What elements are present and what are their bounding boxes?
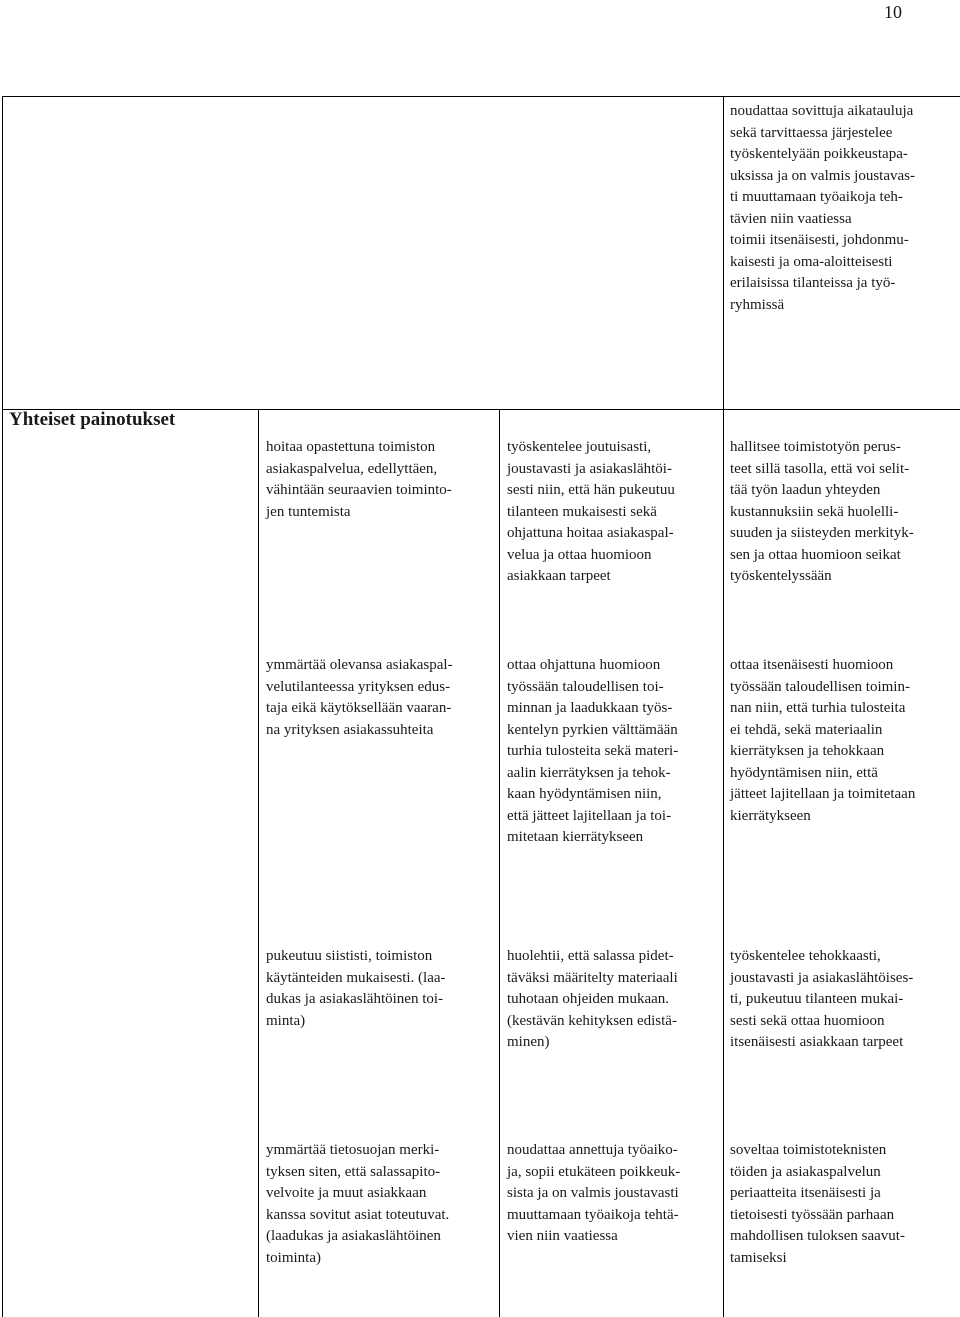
cell-line: suuden ja siisteyden merkityk- [730,525,914,541]
cell-line: joustavasti ja asiakaslähtöi- [507,460,672,477]
cell-line: noudattaa annettuja työaiko- [507,1142,678,1158]
cell-line: että jätteet lajitellaan ja toi- [507,807,672,824]
cell-line: joustavasti ja asiakaslähtöises- [730,969,914,986]
cell-line: kustannuksiin sekä huolelli- [730,503,899,520]
cell-line: ryhmissä [730,296,785,313]
cell-line: ottaa ohjattuna huomioon [507,657,661,673]
cell-line: tamiseksi [730,1249,787,1266]
cell-line: asiakkaan tarpeet [507,568,611,584]
cell-line: ti, pukeutuu tilanteen mukai- [730,991,904,1007]
section-heading: Yhteiset painotukset [9,409,176,430]
cell-line: sekä tarvittaessa järjestelee [730,124,893,141]
cell-line: työskentelee tehokkaasti, [730,948,881,964]
cell-line: minta) [266,1012,306,1029]
cell-line: pukeutuu siististi, toimiston [266,948,433,964]
cell-line: ymmärtää olevansa asiakaspal- [266,657,453,673]
cell-line: ohjattuna hoitaa asiakaspal- [507,525,674,541]
table-cell [507,1140,722,1248]
cell-line: työskentelyään poikkeustapa- [730,146,908,162]
cell-line: mitetaan kierrätykseen [507,829,644,845]
cell-line: (kestävän kehityksen edistä- [507,1012,677,1029]
cell-line: teet sillä tasolla, että voi selit- [730,460,910,477]
table-cell [507,946,722,1054]
cell-line: ti muuttamaan työaikoja teh- [730,189,903,205]
table-cell [730,946,960,1054]
table-cell [266,655,498,741]
cell-line: velutilanteessa yrityksen edus- [266,678,451,695]
table-cell [730,437,960,588]
cell-line: työskentelyssään [730,568,832,584]
cell-line: erilaisissa tilanteissa ja työ- [730,275,896,291]
cell-line: kaan hyödyntämisen niin, [507,786,662,802]
cell-line: täväksi määritelty materiaali [507,969,678,986]
cell-line: sesti niin, että hän pukeutuu [507,482,675,498]
table-cell [507,437,722,588]
cell-line: tilanteen mukaisesti sekä [507,503,657,520]
cell-line: vien niin vaatiessa [507,1228,618,1244]
cell-line: minen) [507,1034,550,1050]
cell-line: taja eikä käytöksellään vaaran- [266,700,452,716]
cell-line: asiakaspalvelua, edellyttäen, [266,460,438,477]
cell-line: sista ja on valmis joustavasti [507,1185,679,1201]
cell-line: dukas ja asiakaslähtöinen toi- [266,991,444,1007]
cell-line: sesti sekä ottaa huomioon [730,1012,885,1029]
cell-line: velua ja ottaa huomioon [507,546,652,563]
table-cell [730,1140,960,1269]
cell-line: kentelyn pyrkien välttämään [507,721,678,738]
cell-line: jätteet lajitellaan ja toimitetaan [730,786,916,802]
table-cell [266,1140,498,1269]
cell-line: nan niin, että turhia tulosteita [730,700,906,716]
cell-line: hallitsee toimistotyön perus- [730,439,901,455]
cell-line: tyksen siten, että salassapito- [266,1163,441,1180]
cell-line: vähintään seuraavien toiminto- [266,482,452,498]
cell-line: ottaa itsenäisesti huomioon [730,657,894,673]
cell-line: velvoite ja muut asiakkaan [266,1185,427,1201]
column-divider [723,97,724,1317]
column-divider [258,409,259,1317]
page-number: 10 [884,2,902,22]
cell-line: noudattaa sovittuja aikatauluja [730,103,914,119]
table-cell [507,655,722,849]
cell-line: tietoisesti työssään parhaan [730,1206,895,1223]
cell-line: turhia tulosteita sekä materi- [507,743,679,759]
cell-line: na yrityksen asiakassuhteita [266,721,434,738]
cell-line: tuhotaan ohjeiden mukaan. [507,991,670,1007]
cell-line: työskentelee joutuisasti, [507,439,652,455]
cell-line: jen tuntemista [266,503,351,520]
cell-line: töiden ja asiakaspalvelun [730,1163,881,1180]
cell-line: tää työn laadun yhteyden [730,482,881,498]
table-cell [266,946,498,1032]
cell-line: toimii itsenäisesti, johdonmu- [730,232,909,248]
cell-line: kierrätykseen [730,807,811,824]
cell-line: hyödyntämisen niin, että [730,764,878,781]
table-cell [730,101,960,316]
cell-line: toiminta) [266,1249,321,1266]
table-cell [730,655,960,827]
column-divider [499,409,500,1317]
cell-line: työssään taloudellisen toimin- [730,678,910,695]
cell-line: huolehtii, että salassa pidet- [507,948,674,964]
cell-line: (laadukas ja asiakaslähtöinen [266,1228,441,1244]
assessment-table [2,96,960,1317]
cell-line: hoitaa opastettuna toimiston [266,439,436,455]
cell-line: itsenäisesti asiakkaan tarpeet [730,1034,904,1050]
cell-line: periaatteita itsenäisesti ja [730,1185,881,1201]
cell-line: sen ja ottaa huomioon seikat [730,546,901,563]
cell-line: kanssa sovitut asiat toteutuvat. [266,1206,450,1223]
cell-line: mahdollisen tuloksen saavut- [730,1228,905,1244]
cell-line: soveltaa toimistoteknisten [730,1142,887,1158]
cell-line: aalin kierrätyksen ja tehok- [507,764,671,781]
cell-line: muuttamaan työaikoja tehtä- [507,1206,679,1223]
cell-line: ei tehdä, sekä materiaalin [730,721,883,738]
cell-line: ymmärtää tietosuojan merki- [266,1142,440,1158]
cell-line: kierrätyksen ja tehokkaan [730,743,885,759]
cell-line: työssään taloudellisen toi- [507,678,664,695]
cell-line: ja, sopii etukäteen poikkeuk- [507,1163,681,1180]
cell-line: uksissa ja on valmis joustavas- [730,167,915,184]
cell-line: tävien niin vaatiessa [730,210,852,227]
cell-line: käytänteiden mukaisesti. (laa- [266,969,446,986]
cell-line: minnan ja laadukkaan työs- [507,700,673,716]
table-cell [266,437,498,523]
cell-line: kaisesti ja oma-aloitteisesti [730,253,893,270]
